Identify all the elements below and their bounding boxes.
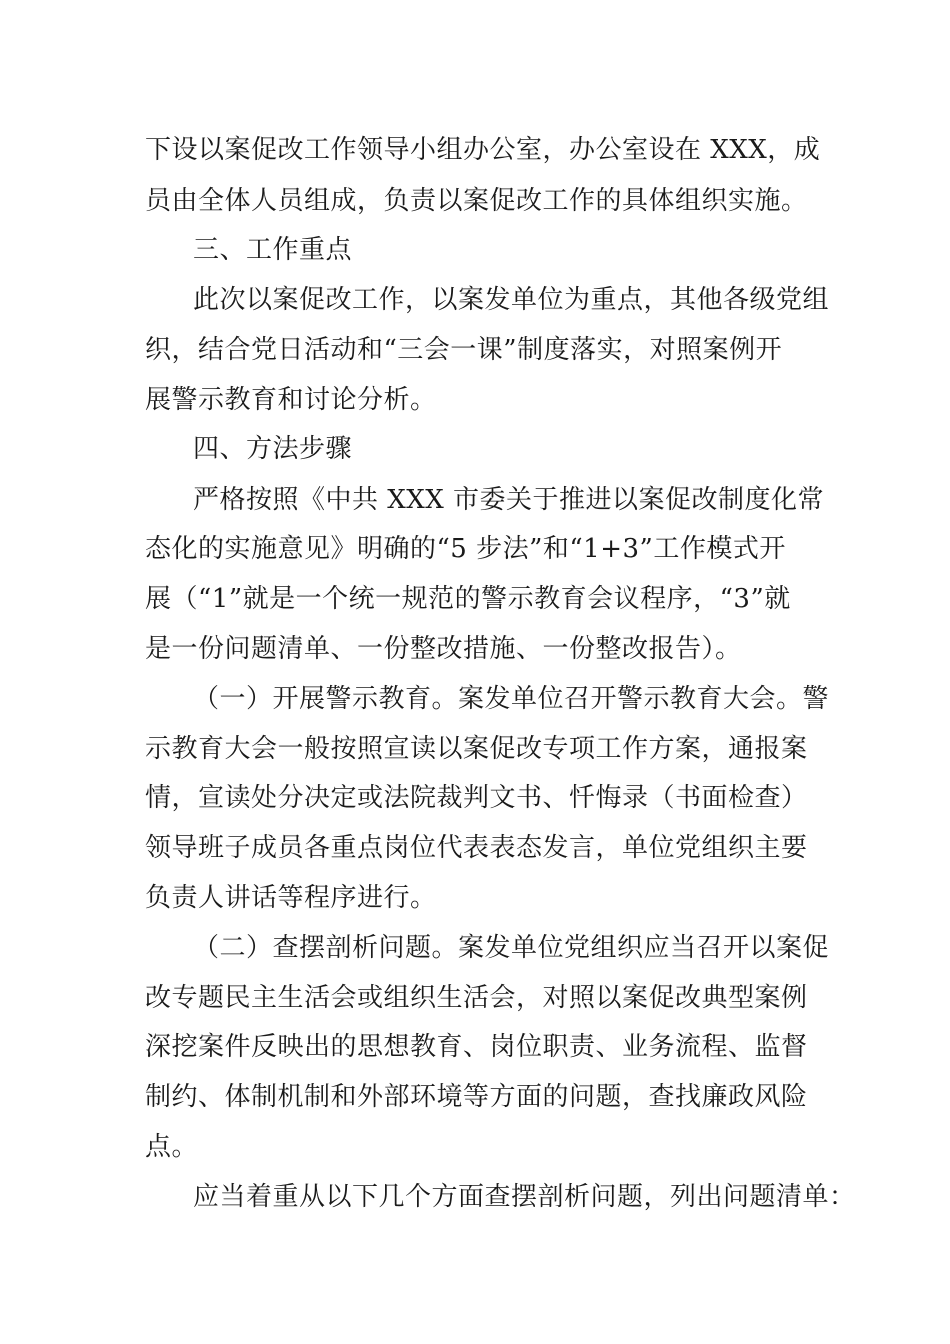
subsection-heading-problem-analysis: （二）查摆剖析问题。案发单位党组织应当召开以案促 [193,933,830,963]
body-text-line: 下设以案促改工作领导小组办公室，办公室设在 XXX，成 [145,135,821,165]
body-text-line: 是一份问题清单、一份整改措施、一份整改报告）。 [145,634,742,664]
body-text-line: 制约、体制机制和外部环境等方面的问题，查找廉政风险 [145,1082,808,1112]
body-text-line: 态化的实施意见》明确的“5 步法”和“1+3”工作模式开 [145,534,786,564]
body-text-line: 领导班子成员各重点岗位代表表态发言，单位党组织主要 [145,833,808,863]
body-text-line: 深挖案件反映出的思想教育、岗位职责、业务流程、监督 [145,1032,808,1062]
paragraph-first-line: 严格按照《中共 XXX 市委关于推进以案促改制度化常 [193,485,825,515]
body-text-line: 情，宣读处分决定或法院裁判文书、忏悔录（书面检查） [145,783,808,813]
body-text-line: 示教育大会一般按照宣读以案促改专项工作方案，通报案 [145,734,808,764]
subsection-heading-warning-education: （一）开展警示教育。案发单位召开警示教育大会。警 [193,684,830,714]
section-heading-work-focus: 三、工作重点 [193,235,353,265]
body-text-line: 展（“1”就是一个统一规范的警示教育会议程序，“3”就 [145,584,791,614]
body-text-line: 展警示教育和讨论分析。 [145,385,437,415]
body-text-line: 织，结合党日活动和“三会一课”制度落实，对照案例开 [145,335,783,365]
body-text-line: 负责人讲话等程序进行。 [145,883,437,913]
paragraph-first-line: 应当着重从以下几个方面查摆剖析问题，列出问题清单： [193,1182,856,1212]
body-text-line: 改专题民主生活会或组织生活会，对照以案促改典型案例 [145,983,808,1013]
body-text-line: 员由全体人员组成，负责以案促改工作的具体组织实施。 [145,186,808,216]
paragraph-first-line: 此次以案促改工作，以案发单位为重点，其他各级党组 [193,285,830,315]
body-text-line: 点。 [145,1132,199,1162]
section-heading-method-steps: 四、方法步骤 [193,434,353,464]
